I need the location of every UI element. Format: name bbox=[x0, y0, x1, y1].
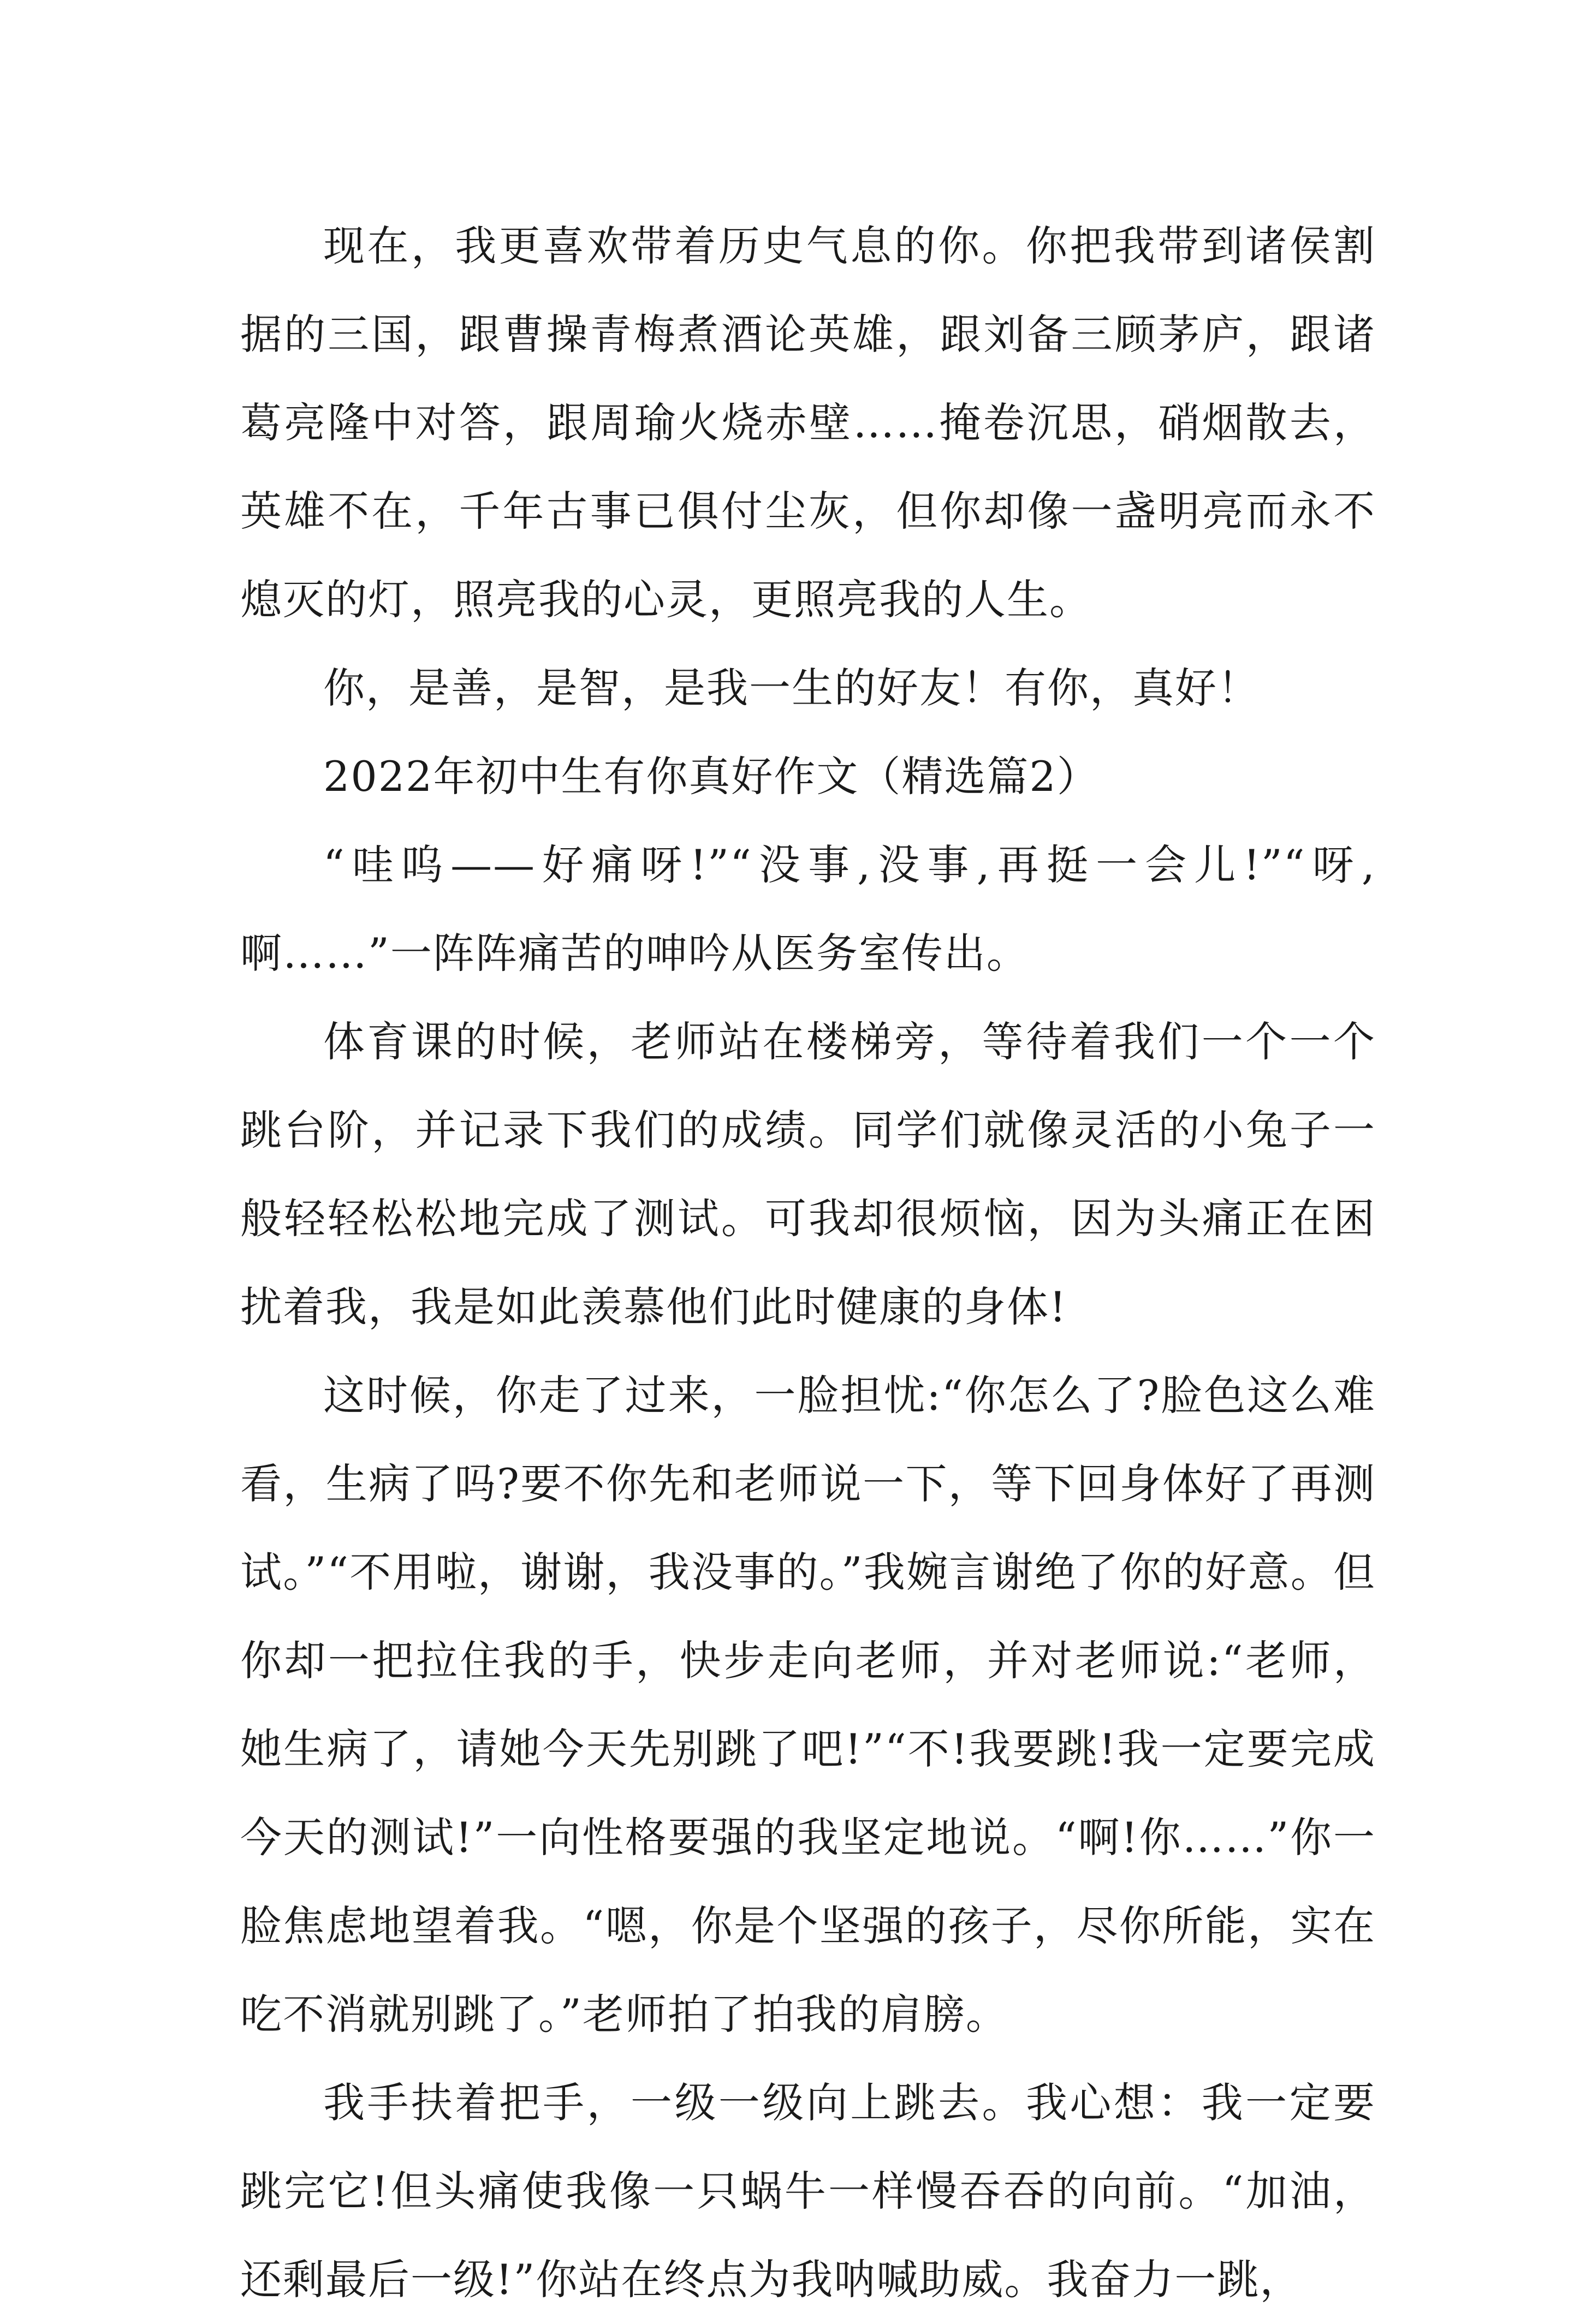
paragraph-jump: 我手扶着把手，一级一级向上跳去。我心想：我一定要跳完它!但头痛使我像一只蜗牛一样慢吞吞的向前。“加油，还剩最后一级!”你站在终点为我呐喊助威。我奋力一跳， bbox=[240, 2078, 1376, 2304]
section-title: 2022年初中生有你真好作文（精选篇2） bbox=[323, 752, 1100, 801]
paragraph-history: 现在，我更喜欢带着历史气息的你。你把我带到诸侯割据的三国，跟曹操青梅煮酒论英雄，跟刘备三顾茅庐，跟诸葛亮隆中对答，跟周瑜火烧赤壁……掩卷沉思，硝烟散去，英雄不在，千年古事已俱付尘灰，但你却像一盏明亮而永不熄灭的灯，照亮我的心灵，更照亮我的人生。 bbox=[240, 222, 1376, 624]
document-body bbox=[240, 202, 1376, 2324]
paragraph-concern: 这时候，你走了过来，一脸担忧:“你怎么了?脸色这么难看，生病了吗?要不你先和老师说一下，等下回身体好了再测试。”“不用啦，谢谢，我没事的。”我婉言谢绝了你的好意。但你却一把拉住我的手，快步走向老师，并对老师说:“老师，她生病了，请她今天先别跳了吧!”“不!我要跳!我一定要完成今天的测试!”一向性格要强的我坚定地说。“啊!你……”你一脸焦虑地望着我。“嗯，你是个坚强的孩子，尽你所能，实在吃不消就别跳了。”老师拍了拍我的肩膀。 bbox=[240, 1371, 1376, 2039]
paragraph-pe-class: 体育课的时候，老师站在楼梯旁，等待着我们一个一个跳台阶，并记录下我们的成绩。同学们就像灵活的小兔子一般轻轻松松地完成了测试。可我却很烦恼，因为头痛正在困扰着我，我是如此羡慕他们此时健康的身体! bbox=[240, 1017, 1376, 1331]
paragraph-good-friend: 你，是善，是智，是我一生的好友！有你，真好！ bbox=[323, 664, 1260, 712]
paragraph-infirmary: “哇呜——好痛呀!”“没事,没事,再挺一会儿!”“呀,啊……”一阵阵痛苦的呻吟从医务室传出。 bbox=[240, 841, 1376, 978]
